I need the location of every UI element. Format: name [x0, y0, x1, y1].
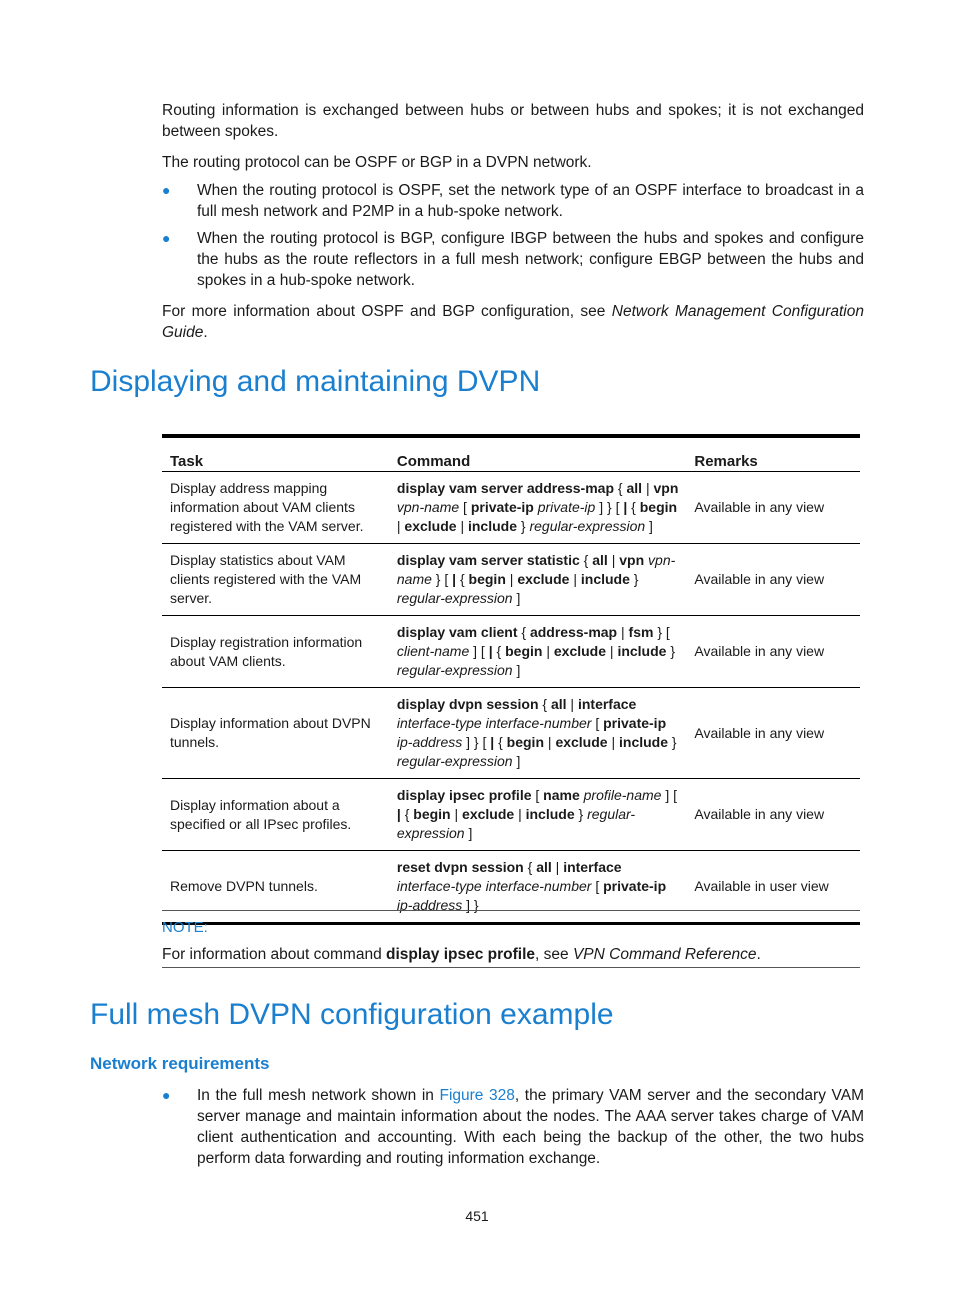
command-keyword: include [617, 643, 667, 659]
command-syntax: { [579, 552, 593, 568]
command-keyword: exclude [462, 806, 515, 822]
column-header-task: Task [162, 436, 389, 472]
command-syntax: } [666, 643, 676, 659]
command-keyword: include [525, 806, 575, 822]
command-syntax: { [492, 643, 506, 659]
list-item [162, 180, 864, 222]
remarks-cell: Available in any view [686, 616, 860, 688]
command-syntax: | [566, 696, 578, 712]
command-keyword: private-ip [470, 499, 534, 515]
command-keyword: exclude [404, 518, 457, 534]
command-keyword: | [452, 571, 457, 587]
list-item [162, 1085, 864, 1169]
task-cell: Display registration information about VAM clients. [162, 616, 389, 688]
table-row [162, 472, 860, 544]
section-title: Full mesh DVPN configuration example [90, 998, 614, 1031]
remarks-cell: Available in user view [686, 851, 860, 924]
command-keyword: address-map [529, 624, 618, 640]
command-keyword: all [592, 552, 608, 568]
command-keyword: display vam server statistic [396, 552, 580, 568]
command-keyword: exclude [517, 571, 570, 587]
command-syntax: { [538, 696, 551, 712]
command-syntax: ] [512, 662, 521, 678]
command-keyword: display vam client [396, 624, 518, 640]
command-syntax: ] [645, 518, 653, 534]
guide-reference: Network Management Configuration Guide [162, 303, 864, 341]
command-argument: ip-address [396, 897, 463, 913]
intro-paragraph-3 [162, 301, 864, 343]
command-syntax: [ [665, 624, 670, 640]
command-cell [389, 688, 686, 779]
command-argument: client-name [396, 643, 470, 659]
command-syntax: ] [ [661, 787, 678, 803]
command-cell [389, 779, 686, 851]
command-argument: regular-expression [396, 590, 513, 606]
text-span: , the primary VAM server and the secondary VAM server manage and maintain information about the nodes. The AAA server takes charge of VAM client authentication and accounting. With each being the backup of the other, the two hubs perform data forwarding and routing information exchange. [197, 1087, 864, 1167]
text-span: In the full mesh network shown in [197, 1087, 440, 1104]
command-keyword: | [490, 734, 495, 750]
command-keyword: exclude [553, 643, 607, 659]
task-cell: Display statistics about VAM clients registered with the VAM server. [162, 544, 389, 616]
task-cell: Display information about DVPN tunnels. [162, 688, 389, 779]
command-syntax: [ [531, 787, 544, 803]
list-item-text: When the routing protocol is BGP, configure IBGP between the hubs and spokes and configure the hubs as the route reflectors in a full mesh network; configure EBGP between the hubs and spokes in a hub-spoke network. [197, 230, 864, 289]
list-item-text [197, 1085, 864, 1169]
command-cell [389, 616, 686, 688]
command-syntax: [ [591, 878, 604, 894]
command-syntax: | [544, 734, 556, 750]
command-syntax: ] [464, 825, 473, 841]
command-keyword: begin [639, 499, 678, 515]
command-keyword: exclude [555, 734, 608, 750]
command-keyword: vpn [619, 552, 645, 568]
command-syntax: ] } [ [595, 499, 624, 515]
command-syntax: | [542, 643, 554, 659]
command-name: display ipsec profile [386, 946, 536, 963]
list-item-text: When the routing protocol is OSPF, set the network type of an OSPF interface to broadcast in a full mesh network and P2MP in a hub-spoke network. [197, 182, 864, 220]
note-text [162, 946, 761, 964]
command-keyword: include [619, 734, 669, 750]
command-keyword: private-ip [603, 878, 667, 894]
command-keyword: display ipsec profile [396, 787, 532, 803]
command-syntax: [ [591, 715, 604, 731]
note-label: NOTE: [162, 919, 208, 936]
command-argument: regular-expression [396, 806, 636, 841]
command-keyword: begin [413, 806, 451, 822]
command-keyword: all [536, 859, 552, 875]
command-syntax: } [517, 518, 530, 534]
command-syntax: | [551, 859, 564, 875]
command-keyword: include [467, 518, 517, 534]
figure-link[interactable]: Figure 328 [439, 1087, 515, 1104]
command-keyword: | [488, 643, 493, 659]
command-argument: vpn-name [396, 499, 460, 515]
command-keyword: begin [506, 734, 545, 750]
reference-title: VPN Command Reference [572, 946, 757, 963]
command-syntax: ] } [462, 897, 479, 913]
table-row [162, 616, 860, 688]
command-syntax: ] } [ [462, 734, 491, 750]
command-syntax: { [494, 734, 507, 750]
column-header-command: Command [389, 436, 686, 472]
bullet-icon: ● [162, 182, 171, 198]
command-syntax: } [ [431, 571, 453, 587]
list-item [162, 228, 864, 291]
column-header-remarks: Remarks [686, 436, 860, 472]
command-keyword: begin [468, 571, 506, 587]
command-keyword: | [396, 806, 401, 822]
command-cell [389, 472, 686, 544]
command-keyword: | [623, 499, 628, 515]
command-syntax: { [627, 499, 640, 515]
command-argument: interface-type interface-number [396, 715, 592, 731]
task-cell: Display information about a specified or all IPsec profiles. [162, 779, 389, 851]
command-argument: vpn-name [396, 552, 676, 587]
command-argument: regular-expression [396, 662, 513, 678]
command-keyword: interface [577, 696, 637, 712]
intro-paragraph-2: The routing protocol can be OSPF or BGP in a DVPN network. [162, 154, 592, 171]
command-keyword: begin [505, 643, 543, 659]
command-table [162, 434, 860, 925]
command-keyword: private-ip [603, 715, 667, 731]
text-span: For more information about OSPF and BGP configuration, see [162, 303, 612, 320]
command-keyword: include [580, 571, 630, 587]
command-syntax: { [614, 480, 627, 496]
command-syntax: { [517, 624, 530, 640]
command-syntax: } [629, 571, 639, 587]
table-header-row [162, 436, 860, 472]
bullet-icon: ● [162, 1087, 171, 1103]
command-syntax: | [642, 480, 654, 496]
command-argument: regular-expression [396, 753, 513, 769]
command-syntax: | [514, 806, 526, 822]
text-span: . [203, 324, 208, 341]
remarks-cell: Available in any view [686, 688, 860, 779]
remarks-cell: Available in any view [686, 779, 860, 851]
command-keyword: reset dvpn session [396, 859, 524, 875]
bullet-icon: ● [162, 230, 171, 246]
command-keyword: interface [563, 859, 622, 875]
subsection-title: Network requirements [90, 1054, 270, 1073]
command-syntax: } [653, 624, 666, 640]
command-syntax: } [574, 806, 588, 822]
command-syntax: | [617, 624, 629, 640]
command-syntax: } [668, 734, 677, 750]
command-keyword: all [550, 696, 567, 712]
command-keyword: all [626, 480, 643, 496]
page-number: 451 [465, 1208, 489, 1224]
command-syntax: | [607, 734, 619, 750]
command-syntax: ] [ [469, 643, 489, 659]
task-cell: Display address mapping information about VAM clients registered with the VAM server. [162, 472, 389, 544]
text-span: , see [535, 946, 573, 963]
command-syntax: { [404, 806, 414, 822]
table-row [162, 688, 860, 779]
text-span: For information about command [162, 946, 386, 963]
command-syntax: | [456, 518, 468, 534]
command-syntax: | [606, 643, 618, 659]
command-keyword: fsm [628, 624, 654, 640]
note-box [162, 910, 860, 968]
table-row [162, 544, 860, 616]
section-title: Displaying and maintaining DVPN [90, 365, 541, 398]
command-syntax: | [505, 571, 518, 587]
command-syntax: | [569, 571, 581, 587]
command-syntax: [ [459, 499, 471, 515]
command-syntax: { [456, 571, 469, 587]
command-syntax: | [396, 518, 405, 534]
command-cell [389, 544, 686, 616]
table-row [162, 779, 860, 851]
command-syntax: { [523, 859, 537, 875]
command-argument: interface-type interface-number [396, 878, 592, 894]
command-argument: ip-address [396, 734, 463, 750]
command-keyword: vpn [653, 480, 679, 496]
remarks-cell: Available in any view [686, 544, 860, 616]
intro-paragraph-1: Routing information is exchanged between hubs or between hubs and spokes; it is not exchanged between spokes. [162, 102, 864, 140]
command-keyword: display dvpn session [396, 696, 539, 712]
text-span: . [756, 946, 761, 963]
command-argument: private-ip [537, 499, 596, 515]
remarks-cell: Available in any view [686, 472, 860, 544]
command-syntax: | [607, 552, 620, 568]
command-keyword: display vam server address-map [396, 480, 615, 496]
task-cell: Remove DVPN tunnels. [162, 851, 389, 924]
command-syntax: ] [512, 590, 521, 606]
command-keyword: name [543, 787, 580, 803]
command-argument: profile-name [583, 787, 662, 803]
command-syntax: | [450, 806, 463, 822]
command-argument: regular-expression [529, 518, 646, 534]
command-syntax: ] [512, 753, 521, 769]
